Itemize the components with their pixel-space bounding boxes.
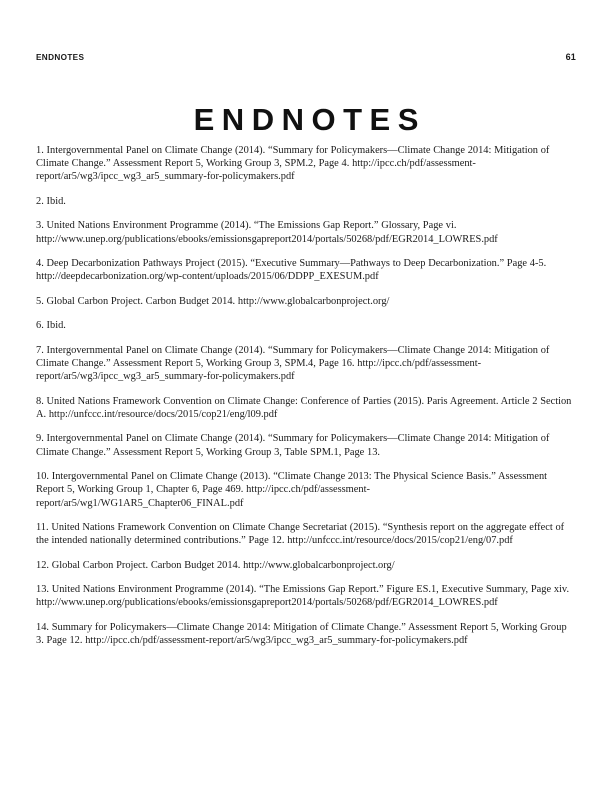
endnote-item: 1. Intergovernmental Panel on Climate Change (2014). “Summary for Policymakers—Climate Change 2014: Mitigation of Climate Change.” Assessment Report 5, Working Group 3, SPM.2, Page 4. http://ipcc.ch/pdf/assessment-report/ar5/wg3/ipcc_wg3_ar5_summary-for-policymakers.pdf	[36, 145, 550, 183]
endnote-item: 7. Intergovernmental Panel on Climate Change (2014). “Summary for Policymakers—Climate Change 2014: Mitigation of Climate Change.” Assessment Report 5, Working Group 3, SPM.4, Page 16. http://ipcc.ch/pdf/assessment-report/ar5/wg3/ipcc_wg3_ar5_summary-for-policymakers.pdf	[36, 344, 550, 383]
running-head-page-number: 61	[565, 52, 576, 62]
endnote-item: 3. United Nations Environment Programme (2014). “The Emissions Gap Report.” Glossary, Page vi. http://www.unep.org/publications/ebooks/emissionsgapreport2014/portals/50268/pdf/EGR2014_LOWRES.pdf	[36, 220, 498, 245]
endnote-item: 6. Ibid.	[36, 320, 66, 332]
endnote-item: 11. United Nations Framework Convention on Climate Change Secretariat (2015). “Synthesis report on the aggregate effect of the intended nationally determined contributions.” Page 12. http://unfccc.int/resource/docs/2015/cop21/eng/07.pdf	[36, 522, 565, 547]
endnote-item: 4. Deep Decarbonization Pathways Project (2015). “Executive Summary—Pathways to Deep Decarbonization.” Page 4-5. http://deepdecarbonization.org/wp-content/uploads/2015/06/DDPP_EXESUM.pdf	[36, 258, 547, 283]
endnote-item: 8. United Nations Framework Convention on Climate Change: Conference of Parties (2015). Paris Agreement. Article 2 Section A. http://unfccc.int/resource/docs/2015/cop21/eng/l09.pdf	[36, 395, 572, 420]
endnote-item: 9. Intergovernmental Panel on Climate Change (2014). “Summary for Policymakers—Climate Change 2014: Mitigation of Climate Change.” Assessment Report 5, Working Group 3, Table SPM.1, Page 13.	[36, 433, 550, 458]
endnote-item: 14. Summary for Policymakers—Climate Change 2014: Mitigation of Climate Change.” Assessment Report 5, Working Group 3. Page 12. http://ipcc.ch/pdf/assessment-report/ar5/wg3/ipcc_wg3_ar5_summary-for-policymakers.pdf	[36, 621, 567, 647]
running-head-section-label: ENDNOTES	[36, 53, 85, 62]
endnote-item: 13. United Nations Environment Programme (2014). “The Emissions Gap Report.” Figure ES.1, Executive Summary, Page xiv. http://www.unep.org/publications/ebooks/emissionsgapreport2014/portals/50268/pdf/EGR2014_LOWRES.pdf	[36, 584, 570, 609]
endnote-item: 5. Global Carbon Project. Carbon Budget 2014. http://www.globalcarbonproject.org/	[36, 295, 390, 307]
endnotes-list	[36, 144, 576, 647]
page-title: ENDNOTES	[193, 101, 426, 137]
endnote-item: 10. Intergovernmental Panel on Climate Change (2013). “Climate Change 2013: The Physical Science Basis.” Assessment Report 5, Working Group 1, Chapter 6, Page 469. http://ipcc.ch/pdf/assessment-report/ar5/wg1/WG1AR5_Chapter06_FINAL.pdf	[36, 471, 548, 509]
endnote-item: 12. Global Carbon Project. Carbon Budget 2014. http://www.globalcarbonproject.org/	[36, 559, 395, 571]
running-head	[36, 52, 576, 66]
endnote-item: 2. Ibid.	[36, 195, 66, 207]
